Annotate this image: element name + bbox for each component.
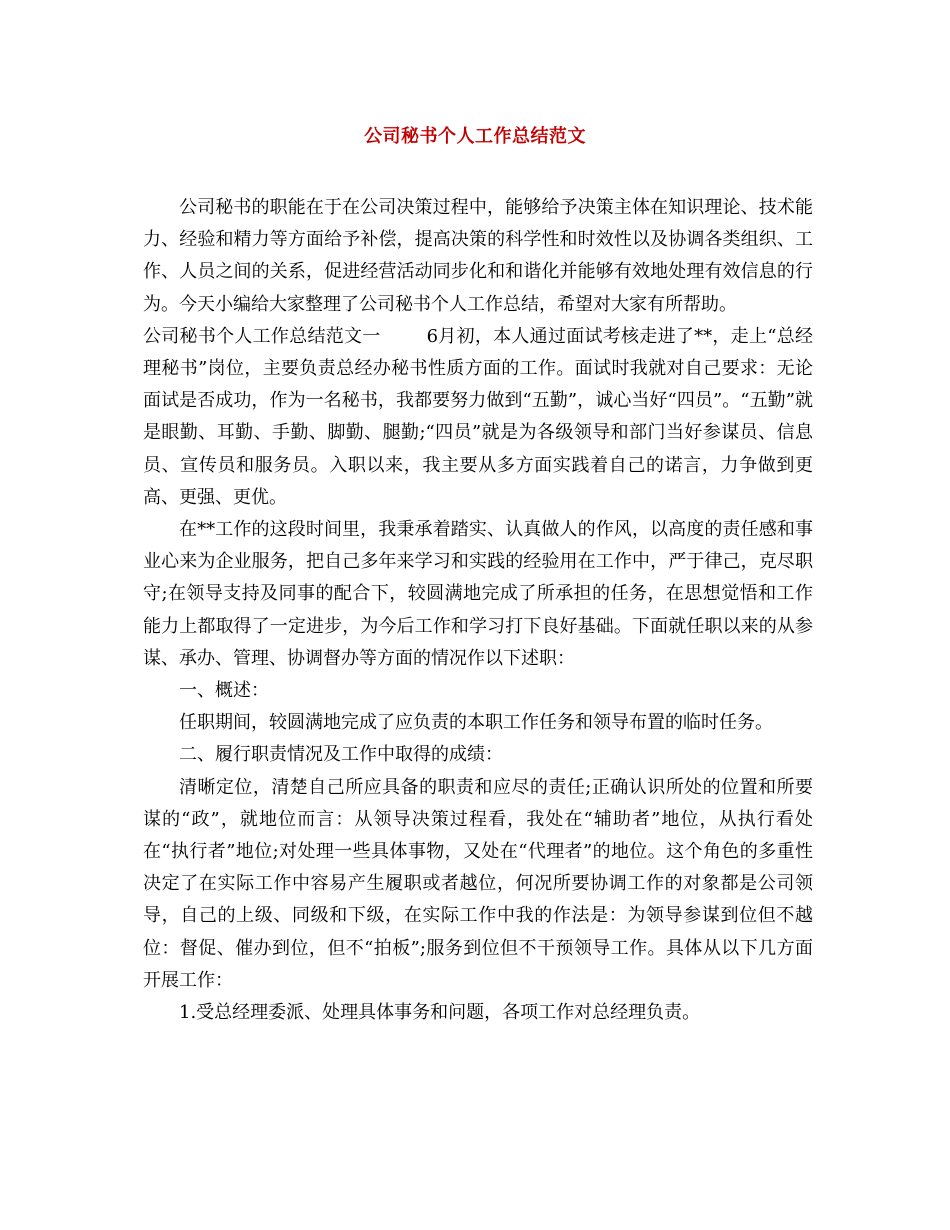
document-body bbox=[143, 192, 813, 1029]
paragraph-4: 任职期间，较圆满地完成了应负责的本职工作任务和领导布置的临时任务。 bbox=[179, 712, 773, 734]
section-heading-2: 二、履行职责情况及工作中取得的成绩： bbox=[179, 744, 503, 766]
sample-body: 6月初，本人通过面试考核走进了**，走上“总经理秘书”岗位，主要负责总经办秘书性质方面的工作。面试时我就对自己要求：无论面试是否成功，作为一名秘书，我都要努力做到“五勤”，诚心当好“四员”。“五勤”就是眼勤、耳勤、手勤、脚勤、腿勤;“四员”就是为各级领导和部门当好参谋员、信息员、宣传员和服务员。入职以来，我主要从多方面实践着自己的诺言，力争做到更高、更强、更优。 bbox=[143, 325, 814, 508]
sample-heading: 公司秘书个人工作总结范文一 bbox=[143, 325, 381, 347]
intro-paragraph: 公司秘书的职能在于在公司决策过程中，能够给予决策主体在知识理论、技术能力、经验和精力等方面给予补偿，提高决策的科学性和时效性以及协调各类组织、工作、人员之间的关系，促进经营活动同步化和和谐化并能够有效地处理有效信息的行为。今天小编给大家整理了公司秘书个人工作总结，希望对大家有所帮助。 bbox=[143, 197, 813, 315]
document-title: 公司秘书个人工作总结范文 bbox=[364, 126, 586, 147]
paragraph-3: 在**工作的这段时间里，我秉承着踏实、认真做人的作风，以高度的责任感和事业心来为企业服务，把自己多年来学习和实践的经验用在工作中，严于律己，克尽职守;在领导支持及同事的配合下，较圆满地完成了所承担的任务，在思想觉悟和工作能力上都取得了一定进步，为今后工作和学习打下良好基础。下面就任职以来的从参谋、承办、管理、协调督办等方面的情况作以下述职： bbox=[143, 519, 813, 669]
section-heading-1: 一、概述： bbox=[179, 680, 269, 702]
list-item-1: 1.受总经理委派、处理具体事务和问题，各项工作对总经理负责。 bbox=[179, 1002, 701, 1024]
paragraph-5: 清晰定位，清楚自己所应具备的职责和应尽的责任;正确认识所处的位置和所要谋的“政”，就地位而言：从领导决策过程看，我处在“辅助者”地位，从执行看处在“执行者”地位;对处理一些具体事物，又处在“代理者”的地位。这个角色的多重性决定了在实际工作中容易产生履职或者越位，何况所要协调工作的对象都是公司领导，自己的上级、同级和下级，在实际工作中我的作法是：为领导参谋到位但不越位：督促、催办到位，但不“拍板”;服务到位但不干预领导工作。具体从以下几方面开展工作： bbox=[143, 776, 813, 991]
sample-paragraph bbox=[143, 321, 813, 514]
